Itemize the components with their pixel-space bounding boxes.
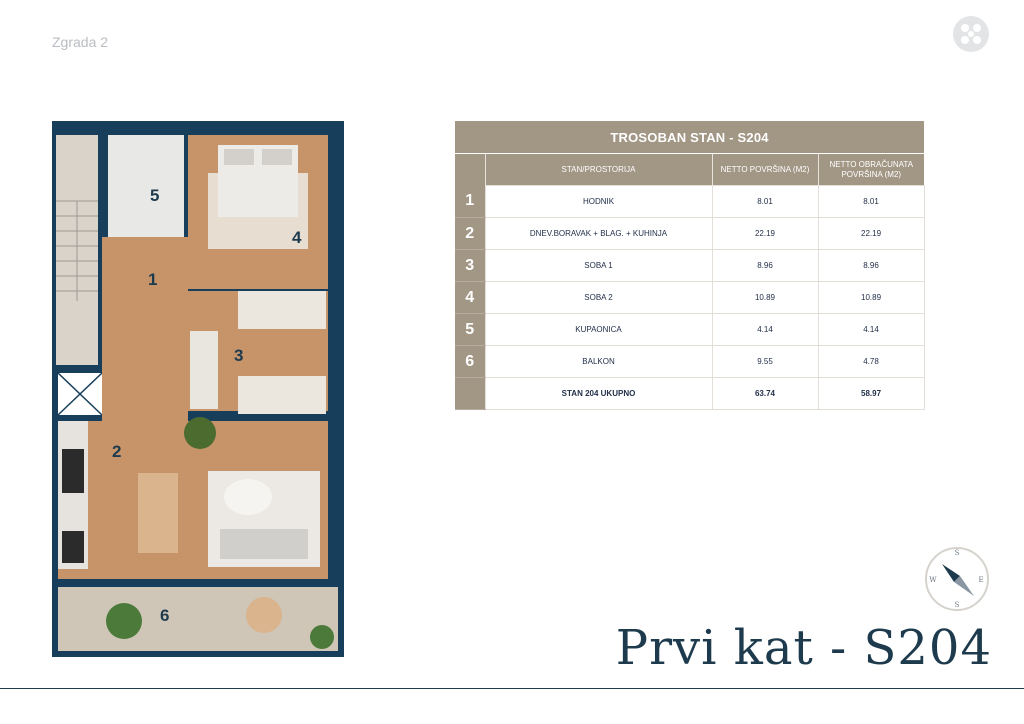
table-row [455,186,924,218]
room-label-4: 4 [292,228,302,247]
room-label-3: 3 [234,346,244,365]
row-number: 1 [455,186,485,218]
row-obracun: 4.78 [818,346,924,378]
total-obracun: 58.97 [818,378,924,410]
table-row [455,218,924,250]
row-netto: 4.14 [712,314,818,346]
room-label-5: 5 [150,186,160,205]
row-netto: 8.96 [712,250,818,282]
compass-east: E [978,576,984,584]
floor-title: Prvi kat - S204 [615,620,992,676]
table-row [455,282,924,314]
row-number: 5 [455,314,485,346]
compass-south: S [954,601,960,609]
total-netto: 63.74 [712,378,818,410]
row-name: SOBA 2 [485,282,712,314]
row-name: HODNIK [485,186,712,218]
table-row [455,250,924,282]
row-name: KUPAONICA [485,314,712,346]
floor-plan [52,121,344,657]
bottom-divider [0,688,1024,689]
compass-icon [924,546,990,612]
building-label: Zgrada 2 [52,34,109,50]
table-title: TROSOBAN STAN - S204 [455,121,924,154]
hexagon-dots-icon [952,15,990,53]
row-name: SOBA 1 [485,250,712,282]
area-table [455,121,924,410]
row-obracun: 4.14 [818,314,924,346]
row-name: BALKON [485,346,712,378]
table-row [455,314,924,346]
table-row [455,346,924,378]
room-label-6: 6 [160,606,170,625]
col-header-netto: NETTO POVRŠINA (M2) [712,154,818,186]
row-obracun: 22.19 [818,218,924,250]
row-obracun: 8.96 [818,250,924,282]
room-label-2: 2 [112,442,122,461]
row-netto: 9.55 [712,346,818,378]
row-netto: 8.01 [712,186,818,218]
row-name: DNEV.BORAVAK + BLAG. + KUHINJA [485,218,712,250]
row-number: 2 [455,218,485,250]
row-obracun: 10.89 [818,282,924,314]
row-netto: 22.19 [712,218,818,250]
col-header-room: STAN/PROSTORIJA [485,154,712,186]
table-total-row [455,378,924,410]
row-number: 3 [455,250,485,282]
compass-north: S [954,549,960,557]
row-number: 4 [455,282,485,314]
room-label-1: 1 [148,270,158,289]
compass-west: W [929,576,937,584]
row-obracun: 8.01 [818,186,924,218]
total-name: STAN 204 UKUPNO [485,378,712,410]
row-netto: 10.89 [712,282,818,314]
row-number: 6 [455,346,485,378]
col-header-obracun: NETTO OBRAČUNATA POVRŠINA (M2) [818,154,924,186]
